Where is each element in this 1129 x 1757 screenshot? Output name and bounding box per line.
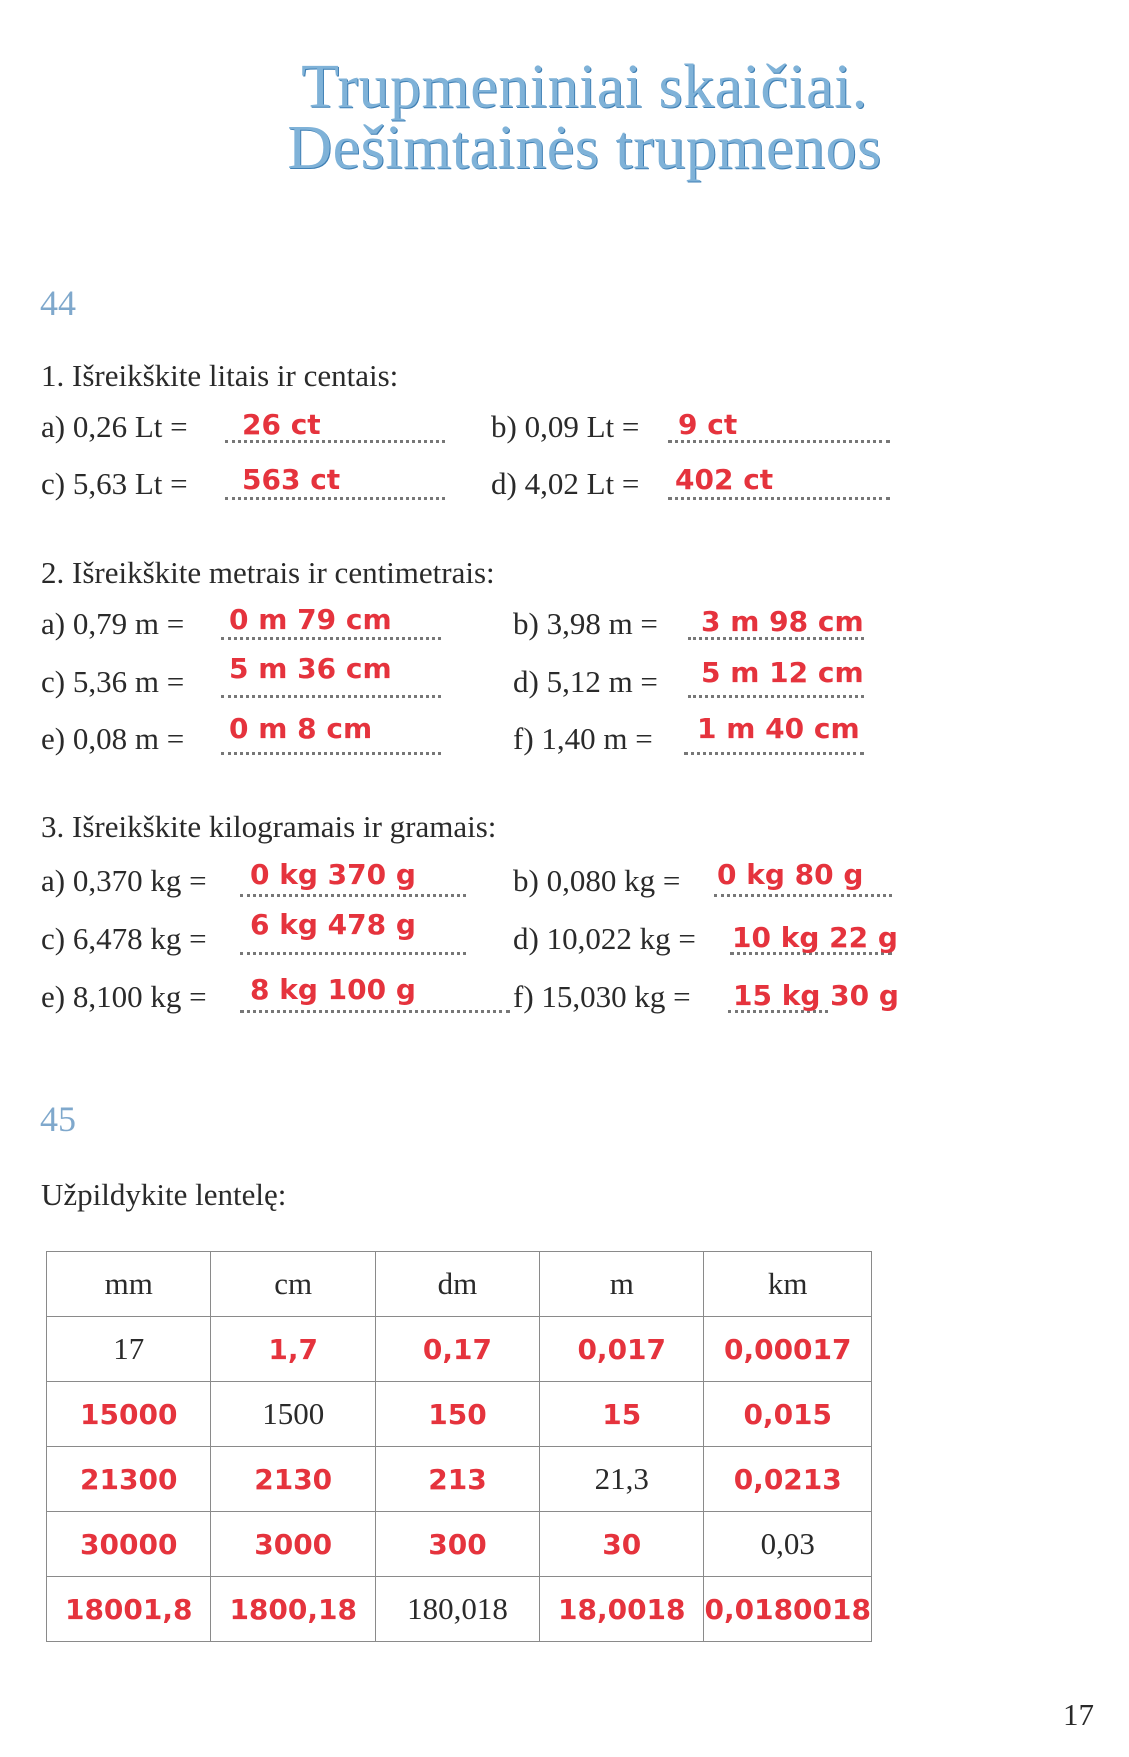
table-cell: 1,7 <box>211 1317 375 1382</box>
answer-dotted-line <box>240 1010 510 1013</box>
task-2-answer-b: 3 m 98 cm <box>701 605 864 638</box>
exercise-45-instruction: Užpildykite lentelę: <box>41 1177 287 1212</box>
table-cell: 0,0213 <box>704 1447 872 1512</box>
answer-dotted-line <box>240 952 466 955</box>
task-2-answer-c: 5 m 36 cm <box>229 652 392 685</box>
task-3-answer-d: 10 kg 22 g <box>732 921 898 954</box>
task-2-answer-a: 0 m 79 cm <box>229 603 392 636</box>
task-3-item-a <box>41 863 207 903</box>
task-3-answer-c: 6 kg 478 g <box>250 908 416 941</box>
table-cell: 2130 <box>211 1447 375 1512</box>
page-title-line-1: Trupmeniniai skaičiai. <box>301 53 868 121</box>
task-3-item-d <box>513 921 696 961</box>
answer-dotted-line <box>221 695 441 698</box>
answer-dotted-line <box>668 497 890 500</box>
task-3-answer-e: 8 kg 100 g <box>250 973 416 1006</box>
task-2-item-b <box>513 606 658 646</box>
table-header-cell: mm <box>47 1252 211 1317</box>
table-row <box>47 1382 872 1447</box>
conversion-table <box>46 1251 872 1642</box>
table-header-cell: dm <box>375 1252 539 1317</box>
item-label: a) 0,370 kg = <box>41 863 207 898</box>
table-row <box>47 1317 872 1382</box>
answer-dotted-line <box>688 695 864 698</box>
task-1-answer-a: 26 ct <box>242 408 321 441</box>
task-3-item-c <box>41 921 207 961</box>
item-label: e) 0,08 m = <box>41 721 185 756</box>
task-1-item-b <box>491 409 639 449</box>
table-row <box>47 1512 872 1577</box>
task-3-answer-b: 0 kg 80 g <box>717 858 864 891</box>
table-cell: 18001,8 <box>47 1577 211 1642</box>
table-cell: 1800,18 <box>211 1577 375 1642</box>
item-label: a) 0,26 Lt = <box>41 409 188 444</box>
table-cell: 0,017 <box>540 1317 704 1382</box>
table-cell: 213 <box>375 1447 539 1512</box>
answer-dotted-line <box>221 637 441 640</box>
task-1-item-d <box>491 466 639 506</box>
item-label: b) 0,09 Lt = <box>491 409 640 444</box>
task-1-item-a <box>41 409 188 449</box>
table-cell: 15 <box>540 1382 704 1447</box>
task-2-item-a <box>41 606 184 646</box>
table-row <box>47 1447 872 1512</box>
task-3-answer-a: 0 kg 370 g <box>250 858 416 891</box>
task-2-answer-e: 0 m 8 cm <box>229 712 373 745</box>
task-3-item-b <box>513 863 680 903</box>
item-label: b) 3,98 m = <box>513 606 658 641</box>
table-cell: 30000 <box>47 1512 211 1577</box>
task-1-heading: 1. Išreikškite litais ir centais: <box>41 358 399 393</box>
table-cell: 0,0180018 <box>704 1577 872 1642</box>
page-number: 17 <box>1063 1697 1094 1732</box>
task-1-answer-b: 9 ct <box>678 408 738 441</box>
task-1-answer-c: 563 ct <box>242 463 341 496</box>
table-cell: 17 <box>47 1317 211 1382</box>
item-label: f) 15,030 kg = <box>513 979 691 1014</box>
item-label: f) 1,40 m = <box>513 721 653 756</box>
task-2-answer-f: 1 m 40 cm <box>697 712 860 745</box>
task-3-heading: 3. Išreikškite kilogramais ir gramais: <box>41 809 497 844</box>
item-label: e) 8,100 kg = <box>41 979 207 1014</box>
item-label: c) 5,36 m = <box>41 664 185 699</box>
task-2-heading: 2. Išreikškite metrais ir centimetrais: <box>41 555 495 590</box>
answer-dotted-line <box>240 894 466 897</box>
page-title-line-2: Dešimtainės trupmenos <box>287 114 882 182</box>
item-label: b) 0,080 kg = <box>513 863 681 898</box>
task-1-item-c <box>41 466 188 506</box>
table-cell: 21300 <box>47 1447 211 1512</box>
task-3-item-f <box>513 979 691 1019</box>
table-cell: 0,00017 <box>704 1317 872 1382</box>
task-2-item-c <box>41 664 184 704</box>
table-cell: 3000 <box>211 1512 375 1577</box>
item-label: d) 5,12 m = <box>513 664 658 699</box>
table-header-cell: m <box>540 1252 704 1317</box>
item-label: c) 5,63 Lt = <box>41 466 188 501</box>
table-cell: 180,018 <box>375 1577 539 1642</box>
task-2-item-f <box>513 721 653 761</box>
exercise-number-45: 45 <box>40 1099 76 1139</box>
table-cell: 300 <box>375 1512 539 1577</box>
table-header-cell: km <box>704 1252 872 1317</box>
table-header-cell: cm <box>211 1252 375 1317</box>
table-cell: 1500 <box>211 1382 375 1447</box>
table-cell: 30 <box>540 1512 704 1577</box>
answer-dotted-line <box>714 894 892 897</box>
table-cell: 18,0018 <box>540 1577 704 1642</box>
table-cell: 0,03 <box>704 1512 872 1577</box>
answer-dotted-line <box>684 752 864 755</box>
table-cell: 21,3 <box>540 1447 704 1512</box>
table-header-row <box>47 1252 872 1317</box>
table-cell: 0,17 <box>375 1317 539 1382</box>
task-2-item-e <box>41 721 184 761</box>
answer-dotted-line <box>221 752 441 755</box>
task-2-item-d <box>513 664 658 704</box>
item-label: a) 0,79 m = <box>41 606 185 641</box>
item-label: c) 6,478 kg = <box>41 921 207 956</box>
item-label: d) 4,02 Lt = <box>491 466 640 501</box>
table-cell: 15000 <box>47 1382 211 1447</box>
answer-dotted-line <box>225 497 445 500</box>
table-row <box>47 1577 872 1642</box>
task-2-answer-d: 5 m 12 cm <box>701 656 864 689</box>
table-cell: 150 <box>375 1382 539 1447</box>
item-label: d) 10,022 kg = <box>513 921 696 956</box>
exercise-number-44: 44 <box>40 283 76 323</box>
task-3-answer-f: 15 kg 30 g <box>733 979 899 1012</box>
table-cell: 0,015 <box>704 1382 872 1447</box>
task-1-answer-d: 402 ct <box>675 463 774 496</box>
task-3-item-e <box>41 979 207 1019</box>
